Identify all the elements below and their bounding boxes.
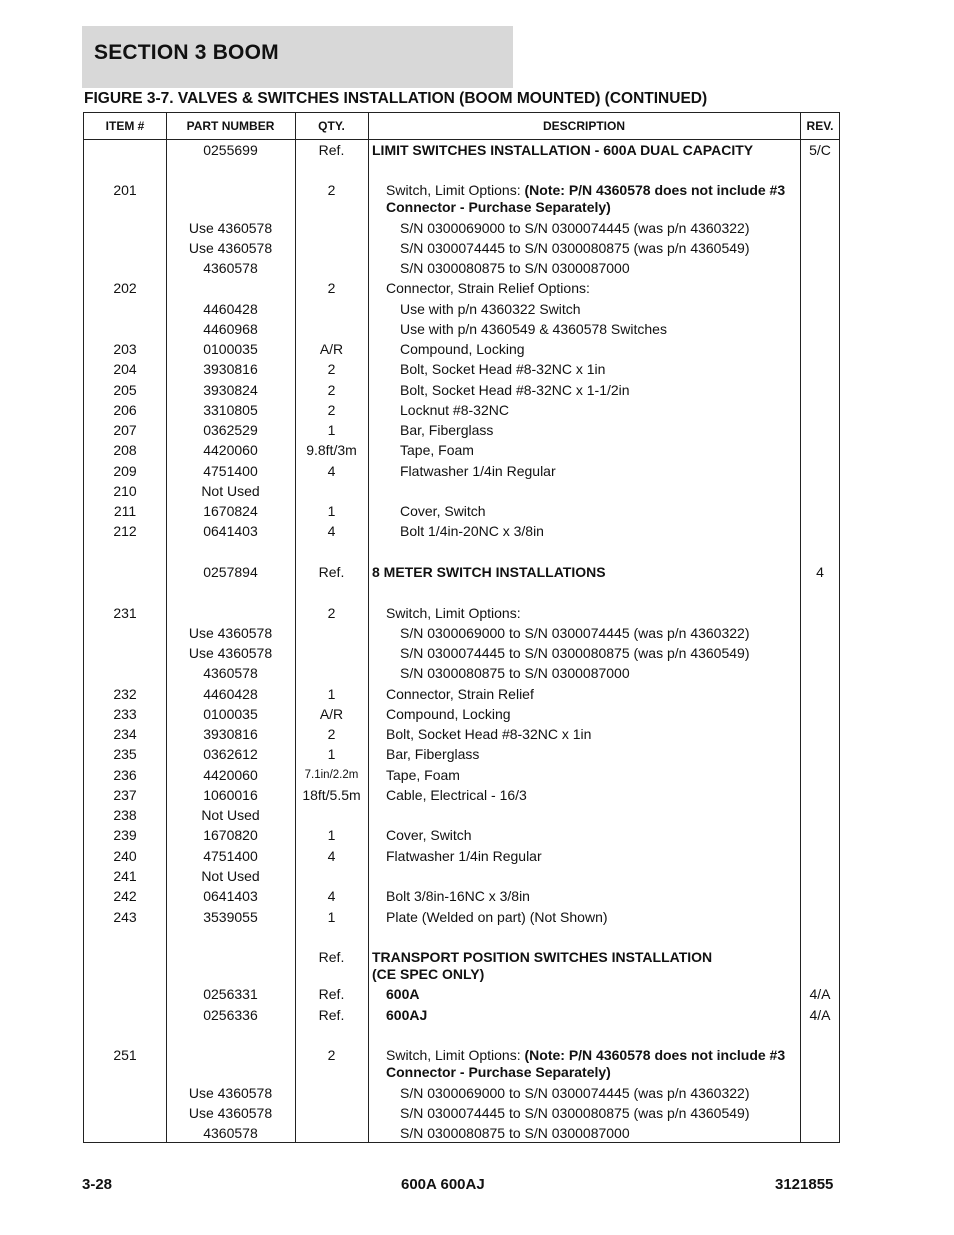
- description-cell: [372, 706, 814, 723]
- quantity-cell: 1: [327, 909, 336, 925]
- quantity-cell: 2: [327, 1047, 336, 1063]
- item-number-cell: 212: [113, 523, 137, 539]
- description-cell: [372, 888, 814, 905]
- description-text: Connector, Strain Relief Options:: [386, 280, 590, 296]
- description-text: S/N 0300074445 to S/N 0300080875 (was p/n 4360549): [400, 1105, 750, 1121]
- description-cell: [372, 746, 814, 763]
- item-number-cell: 232: [113, 686, 137, 702]
- item-number-cell: 233: [113, 706, 137, 722]
- description-text: Cover, Switch: [400, 503, 486, 519]
- description-text: Compound, Locking: [386, 706, 511, 722]
- part-number-cell: 0255699: [203, 142, 258, 158]
- part-number-cell: 0362529: [203, 422, 258, 438]
- part-number-cell: 3930816: [203, 361, 258, 377]
- part-number-cell: 4360578: [203, 260, 258, 276]
- quantity-cell: 2: [327, 605, 336, 621]
- description-cell: [372, 422, 828, 439]
- document-number: 3121855: [775, 1176, 834, 1193]
- description-text: Bolt, Socket Head #8-32NC x 1in: [400, 361, 606, 377]
- description-text: Cover, Switch: [386, 827, 472, 843]
- column-divider: [368, 113, 369, 1142]
- description-cell: [372, 280, 814, 297]
- part-number-cell: 4460428: [203, 686, 258, 702]
- quantity-cell: 2: [327, 726, 336, 742]
- description-cell: [372, 182, 814, 216]
- part-number-cell: Use 4360578: [188, 240, 273, 256]
- description-text: Flatwasher 1/4in Regular: [386, 848, 542, 864]
- part-number-cell: Use 4360578: [188, 220, 273, 236]
- part-number-cell: 3539055: [203, 909, 258, 925]
- description-text: 8 METER SWITCH INSTALLATIONS: [372, 564, 606, 580]
- quantity-cell: Ref.: [318, 564, 345, 580]
- part-number-cell: 1670824: [203, 503, 258, 519]
- description-cell: [372, 787, 814, 804]
- part-number-cell: 0256336: [203, 1007, 258, 1023]
- description-cell: [372, 986, 814, 1003]
- description-cell: [372, 1007, 814, 1024]
- part-number-cell: Use 4360578: [188, 625, 273, 641]
- quantity-cell: 2: [327, 382, 336, 398]
- quantity-cell: 4: [327, 523, 336, 539]
- item-number-cell: 209: [113, 463, 137, 479]
- part-number-cell: 0100035: [203, 341, 258, 357]
- description-cell: [372, 382, 828, 399]
- description-text: Flatwasher 1/4in Regular: [400, 463, 556, 479]
- part-number-cell: 0641403: [203, 888, 258, 904]
- description-text: S/N 0300069000 to S/N 0300074445 (was p/n 4360322): [400, 1085, 750, 1101]
- part-number-cell: 4420060: [203, 767, 258, 783]
- item-number-cell: 234: [113, 726, 137, 742]
- quantity-cell: 9.8ft/3m: [306, 442, 357, 458]
- item-number-cell: 206: [113, 402, 137, 418]
- description-text: 600AJ: [386, 1007, 428, 1023]
- model-label: 600A 600AJ: [401, 1176, 485, 1193]
- header-part-number: PART NUMBER: [186, 119, 275, 133]
- item-number-cell: 251: [113, 1047, 137, 1063]
- item-number-cell: 210: [113, 483, 137, 499]
- part-number-cell: 4751400: [203, 848, 258, 864]
- description-cell: [372, 260, 828, 277]
- description-cell: [372, 1125, 828, 1142]
- quantity-cell: 1: [327, 827, 336, 843]
- part-number-cell: 1060016: [203, 787, 258, 803]
- part-number-cell: Use 4360578: [188, 1105, 273, 1121]
- section-title: SECTION 3 BOOM: [94, 41, 279, 64]
- item-number-cell: 204: [113, 361, 137, 377]
- description-text: S/N 0300069000 to S/N 0300074445 (was p/n 4360322): [400, 220, 750, 236]
- description-cell: [372, 523, 828, 540]
- description-text: Bolt 1/4in-20NC x 3/8in: [400, 523, 544, 539]
- page-number: 3-28: [82, 1176, 113, 1193]
- item-number-cell: 207: [113, 422, 137, 438]
- quantity-cell: A/R: [319, 341, 344, 357]
- description-text: Cable, Electrical - 16/3: [386, 787, 527, 803]
- description-cell: [372, 625, 828, 642]
- description-cell: [372, 848, 814, 865]
- description-text: Locknut #8-32NC: [400, 402, 509, 418]
- description-cell: [372, 442, 828, 459]
- description-text: S/N 0300074445 to S/N 0300080875 (was p/n 4360549): [400, 240, 750, 256]
- description-cell: [372, 321, 828, 338]
- quantity-cell: 1: [327, 746, 336, 762]
- description-text: Bar, Fiberglass: [400, 422, 494, 438]
- description-cell: [372, 645, 828, 662]
- description-text: Bolt, Socket Head #8-32NC x 1in: [386, 726, 592, 742]
- quantity-cell: 1: [327, 503, 336, 519]
- description-cell: [372, 402, 828, 419]
- quantity-cell: Ref.: [318, 1007, 345, 1023]
- quantity-cell: 7.1in/2.2m: [304, 769, 359, 781]
- quantity-cell: 18ft/5.5m: [302, 787, 361, 803]
- description-text: 600A: [386, 986, 420, 1002]
- header-rev: REV.: [806, 119, 834, 133]
- description-text: Switch, Limit Options:: [386, 1047, 525, 1063]
- description-cell: [372, 665, 828, 682]
- description-note: (Note: P/N 4360578 does not include #3 Connector - Purchase Separately): [386, 1047, 786, 1080]
- part-number-cell: 4460968: [203, 321, 258, 337]
- item-number-cell: 239: [113, 827, 137, 843]
- description-text: Bolt, Socket Head #8-32NC x 1-1/2in: [400, 382, 630, 398]
- description-text: S/N 0300069000 to S/N 0300074445 (was p/n 4360322): [400, 625, 750, 641]
- description-text: Compound, Locking: [400, 341, 525, 357]
- description-cell: [372, 220, 828, 237]
- item-number-cell: 235: [113, 746, 137, 762]
- description-cell: [372, 1047, 814, 1081]
- part-number-cell: Not Used: [201, 807, 260, 823]
- item-number-cell: 240: [113, 848, 137, 864]
- description-text: Bolt 3/8in-16NC x 3/8in: [386, 888, 530, 904]
- item-number-cell: 205: [113, 382, 137, 398]
- quantity-cell: A/R: [319, 706, 344, 722]
- item-number-cell: 202: [113, 280, 137, 296]
- description-cell: [372, 909, 814, 926]
- quantity-cell: 1: [327, 422, 336, 438]
- description-text: S/N 0300080875 to S/N 0300087000: [400, 260, 630, 276]
- header-item: ITEM #: [105, 119, 145, 133]
- description-cell: [372, 686, 814, 703]
- quantity-cell: 2: [327, 361, 336, 377]
- part-number-cell: 0256331: [203, 986, 258, 1002]
- item-number-cell: 237: [113, 787, 137, 803]
- section-banner: [82, 26, 513, 88]
- part-number-cell: 0257894: [203, 564, 258, 580]
- item-number-cell: 231: [113, 605, 137, 621]
- description-cell: [372, 1105, 828, 1122]
- description-cell: [372, 564, 800, 581]
- description-cell: [372, 463, 828, 480]
- item-number-cell: 241: [113, 868, 137, 884]
- item-number-cell: 203: [113, 341, 137, 357]
- part-number-cell: 1670820: [203, 827, 258, 843]
- quantity-cell: Ref.: [318, 949, 345, 965]
- part-number-cell: Not Used: [201, 483, 260, 499]
- description-text: Switch, Limit Options:: [386, 605, 521, 621]
- part-number-cell: 0641403: [203, 523, 258, 539]
- item-number-cell: 238: [113, 807, 137, 823]
- description-text: Use with p/n 4360322 Switch: [400, 301, 581, 317]
- quantity-cell: 1: [327, 686, 336, 702]
- revision-cell: 5/C: [809, 142, 831, 158]
- description-text: LIMIT SWITCHES INSTALLATION - 600A DUAL CAPACITY: [372, 142, 754, 158]
- part-number-cell: Use 4360578: [188, 645, 273, 661]
- item-number-cell: 236: [113, 767, 137, 783]
- description-text: Switch, Limit Options:: [386, 182, 525, 198]
- revision-cell: 4: [816, 564, 824, 580]
- description-cell: [372, 767, 814, 784]
- description-text: Bar, Fiberglass: [386, 746, 480, 762]
- part-number-cell: 4460428: [203, 301, 258, 317]
- description-cell: [372, 361, 828, 378]
- quantity-cell: Ref.: [318, 986, 345, 1002]
- item-number-cell: 242: [113, 888, 137, 904]
- description-line: TRANSPORT POSITION SWITCHES INSTALLATION: [372, 949, 713, 965]
- part-number-cell: 3310805: [203, 402, 258, 418]
- item-number-cell: 211: [113, 503, 137, 519]
- description-cell: [372, 142, 800, 159]
- description-text: Tape, Foam: [386, 767, 460, 783]
- revision-cell: 4/A: [809, 986, 831, 1002]
- part-number-cell: Not Used: [201, 868, 260, 884]
- quantity-cell: 2: [327, 280, 336, 296]
- description-cell: [372, 240, 828, 257]
- figure-title: FIGURE 3-7. VALVES & SWITCHES INSTALLATION (BOOM MOUNTED) (CONTINUED): [84, 90, 708, 107]
- item-number-cell: 243: [113, 909, 137, 925]
- description-cell: [372, 605, 814, 622]
- item-number-cell: 208: [113, 442, 137, 458]
- quantity-cell: 4: [327, 888, 336, 904]
- part-number-cell: 4360578: [203, 1125, 258, 1141]
- description-text: S/N 0300074445 to S/N 0300080875 (was p/n 4360549): [400, 645, 750, 661]
- parts-table: [83, 112, 840, 1143]
- header-description: DESCRIPTION: [542, 119, 625, 133]
- description-cell: [372, 1085, 828, 1102]
- description-cell: [372, 726, 814, 743]
- description-text: Connector, Strain Relief: [386, 686, 534, 702]
- part-number-cell: 3930816: [203, 726, 258, 742]
- quantity-cell: Ref.: [318, 142, 345, 158]
- description-line: (CE SPEC ONLY): [372, 966, 485, 982]
- part-number-cell: 0362612: [203, 746, 258, 762]
- quantity-cell: 2: [327, 402, 336, 418]
- description-cell: [372, 301, 828, 318]
- quantity-cell: 4: [327, 463, 336, 479]
- part-number-cell: 4751400: [203, 463, 258, 479]
- description-text: Use with p/n 4360549 & 4360578 Switches: [400, 321, 667, 337]
- description-text: Tape, Foam: [400, 442, 474, 458]
- description-cell: [372, 827, 814, 844]
- part-number-cell: 3930824: [203, 382, 258, 398]
- description-note: (Note: P/N 4360578 does not include #3 Connector - Purchase Separately): [386, 182, 786, 215]
- part-number-cell: 4420060: [203, 442, 258, 458]
- description-text: S/N 0300080875 to S/N 0300087000: [400, 665, 630, 681]
- part-number-cell: 0100035: [203, 706, 258, 722]
- quantity-cell: 4: [327, 848, 336, 864]
- header-qty: QTY.: [318, 119, 345, 133]
- revision-cell: 4/A: [809, 1007, 831, 1023]
- description-cell: [372, 503, 828, 520]
- part-number-cell: 4360578: [203, 665, 258, 681]
- description-cell: [372, 949, 800, 983]
- part-number-cell: Use 4360578: [188, 1085, 273, 1101]
- description-cell: [372, 341, 828, 358]
- table-header: [84, 113, 839, 140]
- description-text: Plate (Welded on part) (Not Shown): [386, 909, 608, 925]
- item-number-cell: 201: [113, 182, 137, 198]
- quantity-cell: 2: [327, 182, 336, 198]
- description-text: S/N 0300080875 to S/N 0300087000: [400, 1125, 630, 1141]
